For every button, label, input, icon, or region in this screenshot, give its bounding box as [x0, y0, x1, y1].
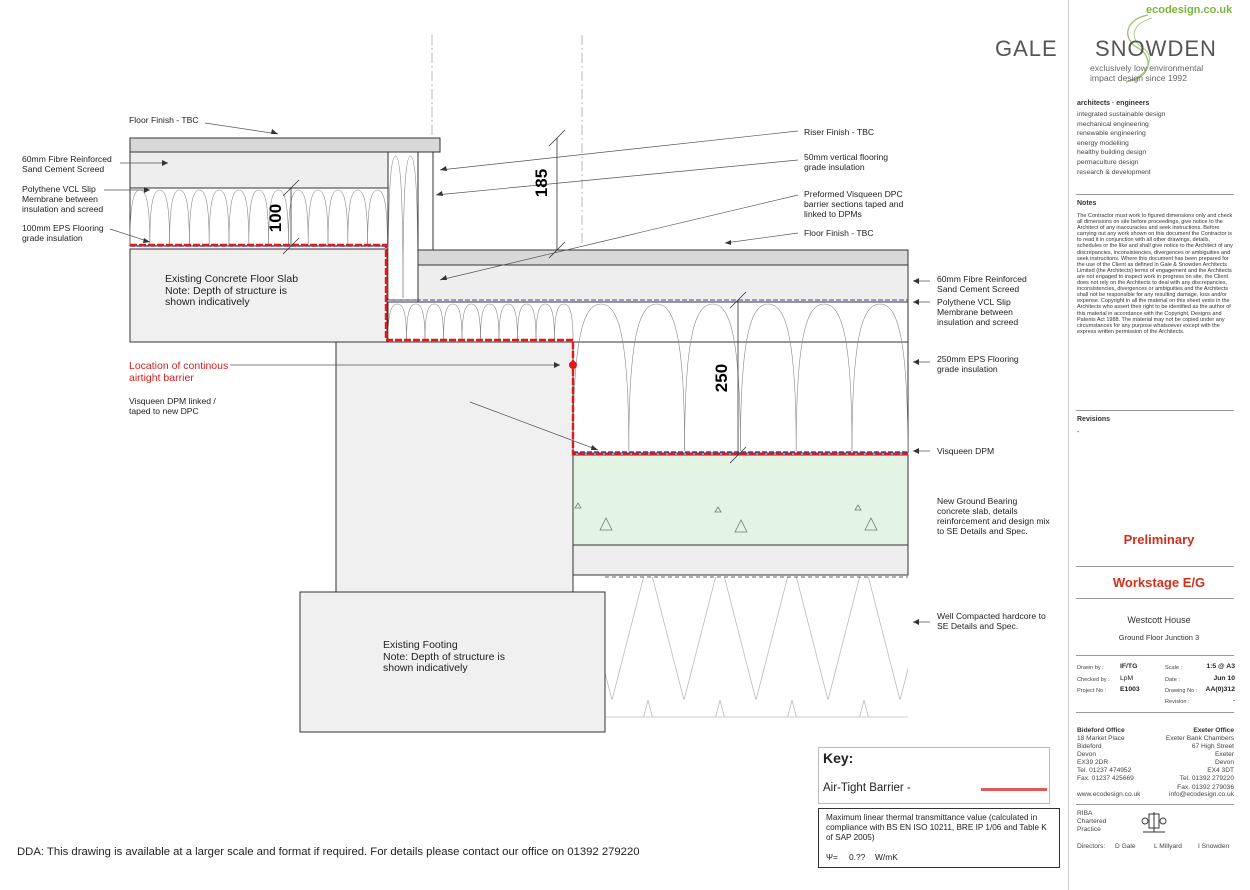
uvalue-description: Maximum linear thermal transmittance value (calculated in compliance with BS EN ISO 10211, BRE IP 1/06 and Table K of SAP 2005)	[826, 813, 1047, 842]
date-label: Date :	[1165, 677, 1180, 683]
new-ground-slab	[573, 455, 908, 545]
office1-website: www.ecodesign.co.uk	[1077, 791, 1141, 798]
service-item: energy modelling	[1077, 139, 1129, 147]
office1-name: Bideford Office	[1077, 727, 1125, 734]
screed-right	[418, 265, 908, 302]
director-3: I Snowden	[1198, 843, 1230, 850]
floor-finish-right	[418, 250, 908, 265]
floor-finish-left	[130, 138, 440, 152]
directors-label: Directors:	[1077, 843, 1106, 850]
brand-name-left: GALE	[995, 36, 1058, 61]
label-visqueen-dpm: Visqueen DPM	[937, 446, 995, 456]
service-item: research & development	[1077, 168, 1151, 176]
services-heading: architects · engineers	[1077, 100, 1150, 107]
dimension-100: 100	[266, 203, 285, 233]
drawn-by: IF/TG	[1120, 663, 1138, 670]
label-existing-slab: Existing Concrete Floor Slab Note: Depth of structure is shown indicatively	[165, 273, 299, 308]
riba-text: RIBA Chartered Practice	[1077, 810, 1107, 834]
label-screed-left: 60mm Fibre Reinforced Sand Cement Screed	[22, 154, 112, 174]
project-no: E1003	[1120, 686, 1140, 693]
label-hardcore: Well Compacted hardcore to SE Details and Spec.	[937, 611, 1046, 631]
workstage: Workstage E/G	[1112, 575, 1206, 590]
dda-note: DDA: This drawing is available at a larger scale and format if required. For details please contact our office on 01392 279220	[17, 846, 640, 858]
office2-name: Exeter Office	[1193, 727, 1234, 734]
label-dpm-linked: Visqueen DPM linked / taped to new DPC	[129, 396, 216, 416]
label-vcl-right: Polythene VCL Slip Membrane between insulation and screed	[937, 297, 1019, 327]
label-ground-slab: New Ground Bearing concrete slab, details reinforcement and design mix to SE Details and Spec.	[937, 496, 1050, 536]
blinding	[573, 545, 908, 575]
label-dpc-sections: Preformed Visqueen DPC barrier sections taped and linked to DPMs	[804, 189, 904, 219]
services-list	[1077, 110, 1165, 177]
project-name: Westcott House	[1127, 615, 1191, 625]
screed-left	[130, 152, 388, 188]
label-eps-right: 250mm EPS Flooring grade insulation	[937, 354, 1019, 374]
label-eps-left: 100mm EPS Flooring grade insulation	[22, 223, 104, 243]
key-item-label: Air-Tight Barrier -	[823, 782, 911, 794]
brand-name-right: SNOWDEN	[1095, 36, 1217, 61]
service-item: integrated sustainable design	[1077, 111, 1166, 118]
key-title: Key:	[823, 750, 854, 766]
service-item: permaculture design	[1077, 158, 1139, 166]
hardcore	[605, 577, 908, 717]
label-screed-right: 60mm Fibre Reinforced Sand Cement Screed	[937, 274, 1027, 294]
revisions-heading: Revisions	[1077, 416, 1111, 423]
brand-website: ecodesign.co.uk	[1146, 4, 1233, 16]
label-riser-finish: Riser Finish - TBC	[804, 127, 875, 137]
label-vertical-insulation: 50mm vertical flooring grade insulation	[804, 152, 889, 172]
existing-wall	[336, 342, 573, 592]
revision: -	[1232, 697, 1235, 704]
checked-by-label: Checked by :	[1077, 677, 1110, 683]
riba-crest-icon	[1140, 810, 1168, 836]
title-block	[995, 0, 1250, 890]
revisions-value: -	[1077, 429, 1080, 436]
airtight-barrier-marker	[569, 361, 577, 369]
psi-value: 0.??	[849, 852, 866, 862]
label-airtight-barrier: Location of continous airtight barrier	[129, 360, 229, 384]
office2-address: Exeter Bank Chambers 67 High Street Exeter Devon EX4 3DT Tel. 01392 279220 Fax. 01392 279036	[1165, 735, 1234, 791]
office1-address: 18 Market Place Bideford Devon EX39 2DR Tel. 01237 474952 Fax. 01237 425669	[1077, 735, 1134, 783]
psi-symbol: Ψ=	[826, 852, 838, 862]
dimension-185: 185	[532, 168, 551, 198]
date: Jun 10	[1213, 675, 1235, 682]
director-1: D Gale	[1115, 843, 1136, 850]
label-floor-finish-right: Floor Finish - TBC	[804, 228, 874, 238]
drawing-title: Ground Floor Junction 3	[1118, 633, 1200, 642]
label-existing-footing: Existing Footing Note: Depth of structure is shown indicatively	[383, 639, 505, 674]
service-item: mechanical engineering	[1077, 120, 1149, 128]
key-airtight-swatch	[981, 788, 1047, 791]
brand-tagline: exclusively low environmental impact design since 1992	[1090, 63, 1204, 83]
director-2: L Millyard	[1154, 843, 1182, 850]
scale-label: Scale :	[1165, 665, 1183, 671]
key-box	[818, 747, 1050, 804]
riser-finish	[418, 152, 433, 250]
status-preliminary: Preliminary	[1123, 532, 1195, 547]
project-no-label: Project No :	[1077, 688, 1107, 694]
drawn-by-label: Drawn by :	[1077, 665, 1104, 671]
psi-unit: W/mK	[875, 852, 898, 862]
drawing-no-label: Drawing No :	[1165, 688, 1198, 694]
scale: 1:5 @ A3	[1206, 663, 1235, 670]
uvalue-box	[818, 808, 1060, 868]
label-vcl-left: Polythene VCL Slip Membrane between insulation and screed	[22, 184, 104, 214]
service-item: healthy building design	[1077, 149, 1147, 157]
service-item: renewable engineering	[1077, 130, 1146, 138]
label-floor-finish-left: Floor Finish - TBC	[129, 115, 199, 125]
office2-email: info@ecodesign.co.uk	[1169, 791, 1234, 798]
notes-heading: Notes	[1077, 200, 1097, 207]
checked-by: LpM	[1120, 675, 1134, 682]
drawing-no: AA(0)312	[1205, 686, 1235, 693]
dimension-250: 250	[712, 363, 731, 393]
notes-text: The Contractor must work to figured dimensions only and check all dimensions on site before proceedings, give notice to the Architect of any inaccuracies and seek instructions. Before carrying out any work shown on this document the Contractor is to read it in conjunction with all other drawings, details, schedules or the like and shall give notice to the Architect of any discrepancies, inconsistencies, divergences or ambiguities and seek instructions. Where this document has been prepared for the use of the Client as defined in Gale & Snowden Architects Limited (the Architects) terms of engagement and the Architects are not engaged to inspect work in progress on site, the Client does not rely on the Architects to deal with any discrepancies, inconsistencies, divergences or ambiguities and the Architects shall not be responsible for any resulting damage, loss and/or expense. Copyright in all the material on this sheet vests in the Architects who assert their right to be identified as the author of this material in accordance with the Copyright, Designs and Patents Act 1988. The material may not be copied under any circumstances for any purpose whatsoever except with the express written permission of the Architects.	[1077, 213, 1233, 335]
revision-label: Revision :	[1165, 699, 1190, 705]
